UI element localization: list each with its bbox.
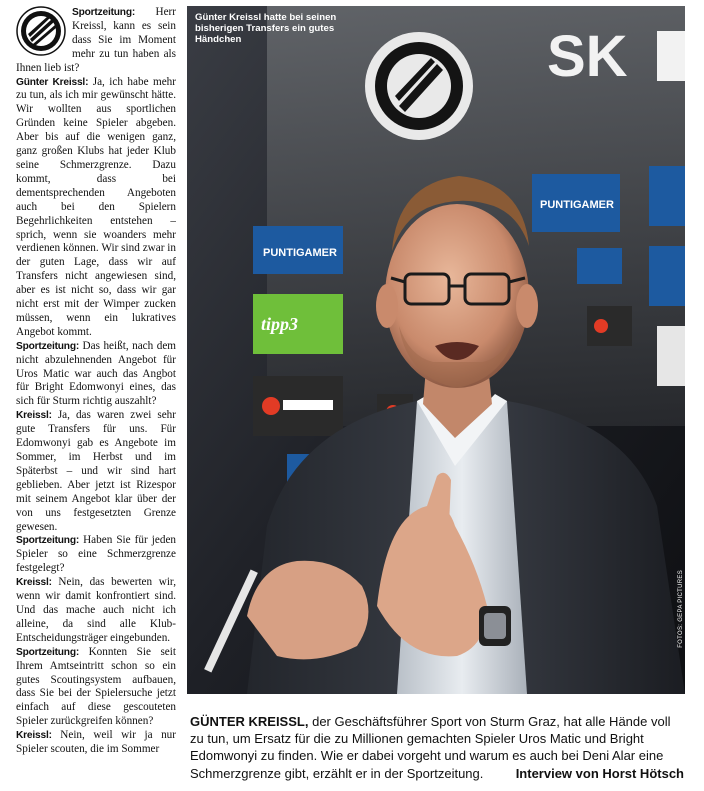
speaker-label: Kreissl: xyxy=(16,577,52,589)
sponsor-label: PUNTIGAMER xyxy=(263,247,337,259)
interview-paragraph xyxy=(16,646,176,729)
interview-text: Nein, das bewerten wir, wenn wir damit konfrontiert sind. Und das mache auch nicht ich alleine, da sind alle Klub-Entscheidungsträger eingebunden. xyxy=(16,576,176,644)
sturm-graz-logo xyxy=(16,6,66,56)
interview-text: Ja, das waren zwei sehr gute Transfers für uns. Für Edomwonyi gab es Angebote im Sommer, im Herbst und im Späterbst – und wir sind hart geblieben. Aber jetzt ist Rizespor mit seinem Angebot klar über der von uns festgesetzten Grenze gewesen. xyxy=(16,409,176,533)
photo-caption: Günter Kreissl hatte bei seinen bisherigen Transfers ein gutes Händchen xyxy=(195,12,337,45)
interview-paragraph xyxy=(16,76,176,340)
svg-text:tipp3: tipp3 xyxy=(261,314,299,334)
interview-text: Herr Kreissl, kann es sein dass Sie im Moment mehr zu tun haben als Ihnen lieb ist? xyxy=(16,6,176,74)
speaker-label: Kreissl: xyxy=(16,730,52,742)
club-crest xyxy=(365,32,473,140)
interview-text: Das heißt, nach dem nicht abzulehnenden Angebot für Uros Matic war auch das Angbot für Bright Edomwonyi eines, das sich für Sturm richtig auszahlt? xyxy=(16,339,176,408)
interview-paragraph xyxy=(16,729,176,757)
interview-column xyxy=(16,6,176,791)
photo-illustration xyxy=(187,6,685,694)
backdrop-text: SK xyxy=(547,24,628,89)
interview-text: Haben Sie für jeden Spieler so eine Schmerzgrenze festgelegt? xyxy=(16,534,176,575)
speaker-label: Kreissl: xyxy=(16,410,52,422)
interview-paragraph xyxy=(16,534,176,576)
interview-paragraph xyxy=(16,409,176,534)
byline: Interview von Horst Hötsch xyxy=(515,765,684,781)
interview-paragraph xyxy=(16,340,176,410)
speaker-label: Sportzeitung: xyxy=(16,535,80,547)
speaker-label: Sportzeitung: xyxy=(16,340,80,352)
speaker-label: Sportzeitung: xyxy=(72,7,136,18)
photo-credit: FOTOS: GEPA PICTURES xyxy=(678,570,684,648)
interview-text: Nein, weil wir ja nur Spieler scouten, die im Sommer xyxy=(16,729,176,756)
speaker-label: Günter Kreissl: xyxy=(16,76,89,88)
interview-text: Ja, ich habe mehr zu tun, als ich mir gewünscht hätte. Wir wollten aus sportlichen Gründen keine Spieler abgeben. Aber bis auf die wenigen ganz, ganz großen Klubs hat jeder Klub seine Schmerzgrenze. Dazu kommt, dass bei dementsprechenden Angeboten auch bei den Spielern Begehrlichkeiten entstehen – sprich, wenn sie woanders mehr verdienen können. Wir sind zwar in der guten Lage, dass wir auf Transfers nicht angewiesen sind, aber es ist nicht so, dass wir gar nicht erst mit der Wimper zucken müssen, wenn ein lukratives Angebot kommt. xyxy=(16,75,176,338)
lead-name: GÜNTER KREISSL, xyxy=(190,714,309,729)
lead-paragraph xyxy=(190,713,684,782)
lead-text: der Geschäftsführer Sport von Sturm Graz, hat alle Hände voll zu tun, um Ersatz für die zu Millionen gemachten Spieler Uros Matic und Bright Edomwonyi zu finden. Wie er dabei vorgeht und warum es auch bei Deni Alar eine Schmerzgrenze gibt, erzählt er in der Sportzeitung. xyxy=(190,714,671,781)
interview-text: Konnten Sie seit Ihrem Amtseintritt schon so ein gutes Scoutingsystem aufbauen, dass Sie bei der Spielersuche jetzt einfach auf diese gescouteten Spieler zurückgreifen können? xyxy=(16,645,176,728)
sponsor-label: PUNTIGAMER xyxy=(540,199,614,211)
interview-body xyxy=(16,6,176,757)
interview-paragraph xyxy=(16,576,176,646)
portrait-photo xyxy=(187,6,685,694)
speaker-label: Sportzeitung: xyxy=(16,646,80,658)
